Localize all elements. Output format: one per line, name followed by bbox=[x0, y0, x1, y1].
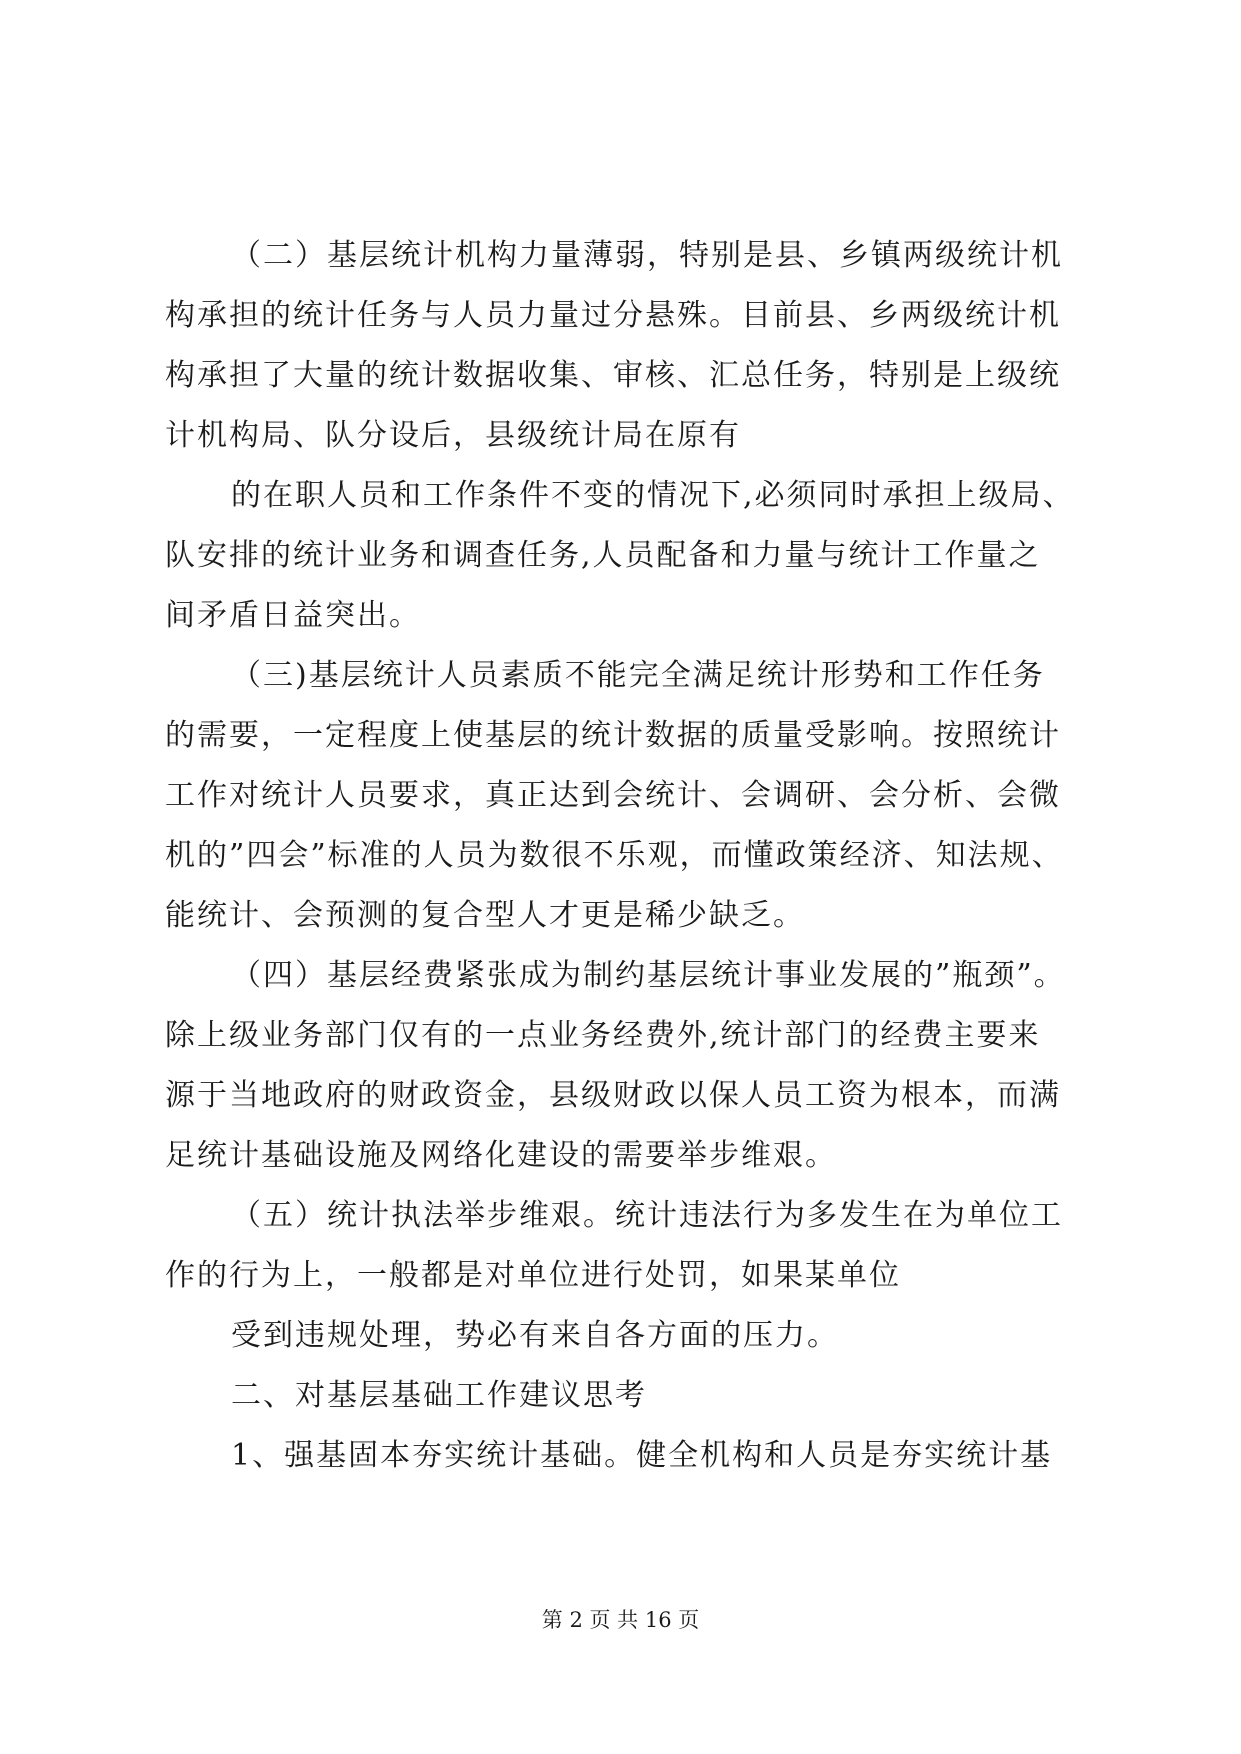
text-line: 间矛盾日益突出。 bbox=[165, 598, 421, 633]
text-line: 作的行为上，一般都是对单位进行处罚，如果某单位 bbox=[165, 1258, 901, 1293]
text-line: 二、对基层基础工作建议思考 bbox=[231, 1378, 647, 1413]
document-body bbox=[165, 226, 1085, 1486]
text-line: （四）基层经费紧张成为制约基层统计事业发展的”瓶颈”。 bbox=[231, 958, 1066, 993]
text-line: 足统计基础设施及网络化建设的需要举步维艰。 bbox=[165, 1138, 837, 1173]
text-line: 能统计、会预测的复合型人才更是稀少缺乏。 bbox=[165, 898, 805, 933]
text-line: 的需要，一定程度上使基层的统计数据的质量受影响。按照统计 bbox=[165, 718, 1061, 753]
text-line: （三)基层统计人员素质不能完全满足统计形势和工作任务 bbox=[231, 658, 1045, 693]
text-line: 机的”四会”标准的人员为数很不乐观，而懂政策经济、知法规、 bbox=[165, 838, 1064, 873]
text-line: 工作对统计人员要求，真正达到会统计、会调研、会分析、会微 bbox=[165, 778, 1061, 813]
page-footer: 第 2 页 共 16 页 bbox=[541, 1608, 700, 1632]
text-line: 源于当地政府的财政资金，县级财政以保人员工资为根本，而满 bbox=[165, 1078, 1061, 1113]
text-line: （二）基层统计机构力量薄弱，特别是县、乡镇两级统计机 bbox=[231, 238, 1063, 273]
text-line: 受到违规处理，势必有来自各方面的压力。 bbox=[231, 1318, 839, 1353]
text-line: 计机构局、队分设后，县级统计局在原有 bbox=[165, 418, 741, 453]
text-line: （五）统计执法举步维艰。统计违法行为多发生在为单位工 bbox=[231, 1198, 1063, 1233]
text-line: 1、强基固本夯实统计基础。健全机构和人员是夯实统计基 bbox=[231, 1438, 1053, 1473]
text-line: 构承担了大量的统计数据收集、审核、汇总任务，特别是上级统 bbox=[165, 358, 1061, 393]
text-line: 的在职人员和工作条件不变的情况下,必须同时承担上级局、 bbox=[231, 478, 1075, 513]
text-line: 除上级业务部门仅有的一点业务经费外,统计部门的经费主要来 bbox=[165, 1018, 1041, 1053]
text-line: 构承担的统计任务与人员力量过分悬殊。目前县、乡两级统计机 bbox=[165, 298, 1061, 333]
text-line: 队安排的统计业务和调查任务,人员配备和力量与统计工作量之 bbox=[165, 538, 1041, 573]
